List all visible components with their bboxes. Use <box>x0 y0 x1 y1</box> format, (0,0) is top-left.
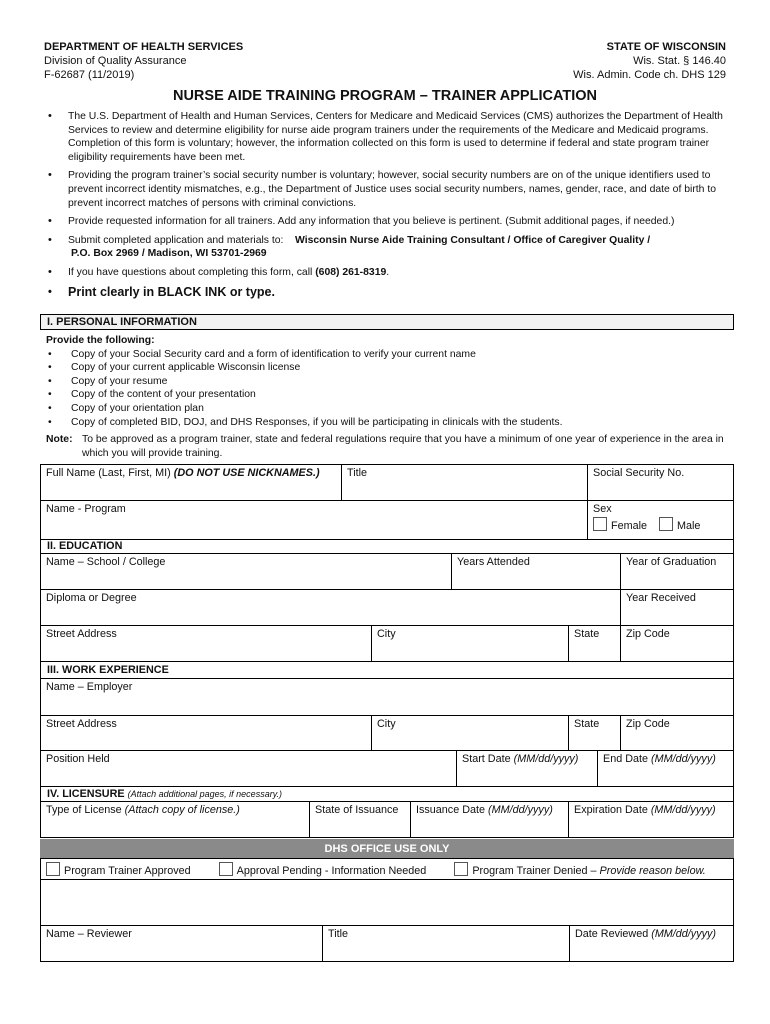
zip-label: Zip Code <box>626 718 670 730</box>
date-format: (MM/dd/yyyy) <box>651 753 716 765</box>
end-date-label: End Date <box>603 753 649 765</box>
work-state-field[interactable] <box>568 715 621 751</box>
issuance-date-field[interactable] <box>410 801 569 838</box>
zip-label: Zip Code <box>626 628 670 640</box>
dhs-office-bar: DHS OFFICE USE ONLY <box>40 839 734 859</box>
reviewer-name-field[interactable] <box>40 925 323 962</box>
employer-label: Name – Employer <box>46 681 133 693</box>
denied-label: Program Trainer Denied – <box>472 865 597 877</box>
position-field[interactable] <box>40 750 457 787</box>
instructions-list <box>44 110 728 304</box>
edu-city-field[interactable] <box>371 625 569 662</box>
denied-checkbox[interactable] <box>454 862 468 876</box>
note <box>46 433 730 460</box>
licensure-heading-note: (Attach additional pages, if necessary.) <box>127 789 283 799</box>
name-program-field[interactable] <box>40 500 588 540</box>
denied-note: Provide reason below. <box>599 865 706 877</box>
note-label: Note: <box>46 434 73 445</box>
form-title: NURSE AIDE TRAINING PROGRAM – TRAINER APPLICATION <box>172 88 597 104</box>
list-item: • Copy of your Social Security card and a form of identification to verify your current name <box>46 348 730 362</box>
date-format: (MM/dd/yyyy) <box>513 753 579 765</box>
expiration-date-label: Expiration Date <box>574 804 648 816</box>
pending-label: Approval Pending - Information Needed <box>236 865 427 877</box>
edu-zip-field[interactable] <box>620 625 734 662</box>
years-attended-label: Years Attended <box>457 556 530 568</box>
year-received-field[interactable] <box>620 589 734 626</box>
start-date-label: Start Date <box>462 753 511 765</box>
state-label: State <box>574 628 600 640</box>
diploma-label: Diploma or Degree <box>46 592 137 604</box>
female-checkbox[interactable] <box>593 517 607 531</box>
instruction-item-questions <box>44 266 728 280</box>
full-name-field[interactable] <box>40 464 342 501</box>
male-label: Male <box>677 520 701 532</box>
license-type-label: Type of License <box>46 804 122 816</box>
provide-label: Provide the following: <box>46 335 155 346</box>
header-left <box>44 40 243 82</box>
year-graduation-field[interactable] <box>620 553 734 590</box>
employer-field[interactable] <box>40 678 734 716</box>
state-issuance-label: State of Issuance <box>315 804 399 816</box>
reason-field[interactable] <box>40 879 734 926</box>
department-name: DEPARTMENT OF HEALTH SERVICES <box>44 41 244 53</box>
instruction-item: • The U.S. Department of Health and Human Services, Centers for Medicare and Medicaid Services (CMS) authorizes the Department of Health Services to review and determine eligibility for nurse aide program trainers under the requirements of the Medicare and Medicaid programs. Completion of this form is voluntary; however, the information collected on this form is used to determine if federal and state program trainer eligibility requirements have been met. <box>44 110 728 164</box>
questions-text: If you have questions about completing this form, call <box>68 266 316 278</box>
list-item: • Copy of your current applicable Wisconsin license <box>46 361 730 375</box>
reviewer-title-field[interactable] <box>322 925 570 962</box>
sex-label: Sex <box>593 503 612 515</box>
diploma-field[interactable] <box>40 589 621 626</box>
header-right <box>573 40 726 82</box>
expiration-date-field[interactable] <box>568 801 734 838</box>
issuance-date-label: Issuance Date <box>416 804 486 816</box>
date-format: (MM/dd/yyyy) <box>488 804 553 816</box>
date-format: (MM/dd/yyyy) <box>651 928 717 940</box>
name-program-label: Name - Program <box>46 503 126 515</box>
ssn-label: Social Security No. <box>593 467 685 479</box>
note-text: To be approved as a program trainer, state and federal regulations require that you have a minimum of one year of experience in the area in which you will provide training. <box>82 434 724 459</box>
list-item: • Copy of completed BID, DOJ, and DHS Responses, if you will be participating in clinicals with the students. <box>46 416 730 430</box>
license-type-note: (Attach copy of license.) <box>124 804 240 816</box>
male-checkbox[interactable] <box>659 517 673 531</box>
no-nicknames-label: (DO NOT USE NICKNAMES.) <box>173 467 320 479</box>
list-item: • Copy of your orientation plan <box>46 402 730 416</box>
street-label: Street Address <box>46 628 117 640</box>
year-received-label: Year Received <box>626 592 696 604</box>
form-number: F-62687 (11/2019) <box>44 69 135 81</box>
work-city-field[interactable] <box>371 715 569 751</box>
instruction-item: • Provide requested information for all trainers. Add any information that you believe is pertinent. (Submit additional pages, if needed.) <box>44 215 728 229</box>
end-date-field[interactable] <box>597 750 734 787</box>
state-label: State <box>574 718 600 730</box>
section-personal-heading: I. PERSONAL INFORMATION <box>40 314 734 330</box>
instruction-item-submit <box>44 234 728 261</box>
sex-field <box>587 500 734 540</box>
admin-code-ref: Wis. Admin. Code ch. DHS 129 <box>573 69 726 81</box>
position-label: Position Held <box>46 753 110 765</box>
instruction-item: • Providing the program trainer’s social security number is voluntary; however, social security numbers are on of the unique identifiers used to prevent incorrect identity mismatches, e.g., the Department of Justice uses social security numbers, names, gender, race, and date of birth to prevent incorrect matches of persons with criminal convictions. <box>44 169 728 210</box>
submit-prefix: Submit completed application and materials to: <box>68 234 284 246</box>
years-attended-field[interactable] <box>451 553 621 590</box>
start-date-field[interactable] <box>456 750 598 787</box>
section-licensure-heading <box>40 786 734 802</box>
section-education-heading: II. EDUCATION <box>40 539 734 554</box>
work-zip-field[interactable] <box>620 715 734 751</box>
personal-requirements <box>46 334 730 429</box>
state-name: STATE OF WISCONSIN <box>606 41 726 53</box>
date-reviewed-field[interactable] <box>569 925 734 962</box>
school-name-field[interactable] <box>40 553 452 590</box>
date-format: (MM/dd/yyyy) <box>650 804 716 816</box>
city-label: City <box>377 628 396 640</box>
city-label: City <box>377 718 396 730</box>
list-item: • Copy of the content of your presentation <box>46 388 730 402</box>
date-reviewed-label: Date Reviewed <box>575 928 649 940</box>
approved-checkbox[interactable] <box>46 862 60 876</box>
requirements-list <box>46 348 730 430</box>
state-issuance-field[interactable] <box>309 801 411 838</box>
edu-state-field[interactable] <box>568 625 621 662</box>
year-graduation-label: Year of Graduation <box>626 556 717 568</box>
ssn-field[interactable] <box>587 464 734 501</box>
title-label: Title <box>347 467 367 479</box>
female-label: Female <box>611 520 648 532</box>
division-name: Division of Quality Assurance <box>44 55 187 67</box>
statute-ref: Wis. Stat. § 146.40 <box>633 55 726 67</box>
full-name-label: Full Name (Last, First, MI) <box>46 467 171 479</box>
edu-street-field[interactable] <box>40 625 372 662</box>
questions-phone: (608) 261-8319 <box>315 266 387 278</box>
list-item: • Copy of your resume <box>46 375 730 389</box>
school-name-label: Name – School / College <box>46 556 166 568</box>
reviewer-title-label: Title <box>328 928 348 940</box>
dhs-status-row <box>40 858 734 880</box>
license-type-field[interactable] <box>40 801 310 838</box>
street-label: Street Address <box>46 718 117 730</box>
section-work-heading: III. WORK EXPERIENCE <box>40 661 734 679</box>
pending-checkbox[interactable] <box>219 862 233 876</box>
title-field[interactable] <box>341 464 588 501</box>
work-street-field[interactable] <box>40 715 372 751</box>
approved-label: Program Trainer Approved <box>64 865 191 877</box>
licensure-heading-label: IV. LICENSURE <box>47 788 125 800</box>
print-clearly-note: • Print clearly in BLACK INK or type. <box>44 286 728 300</box>
reviewer-label: Name – Reviewer <box>46 928 132 940</box>
questions-suffix: . <box>386 266 390 278</box>
submit-address-line2: P.O. Box 2969 / Madison, WI 53701-2969 <box>71 248 267 260</box>
submit-address-line1: Wisconsin Nurse Aide Training Consultant / Office of Caregiver Quality / <box>295 234 651 246</box>
